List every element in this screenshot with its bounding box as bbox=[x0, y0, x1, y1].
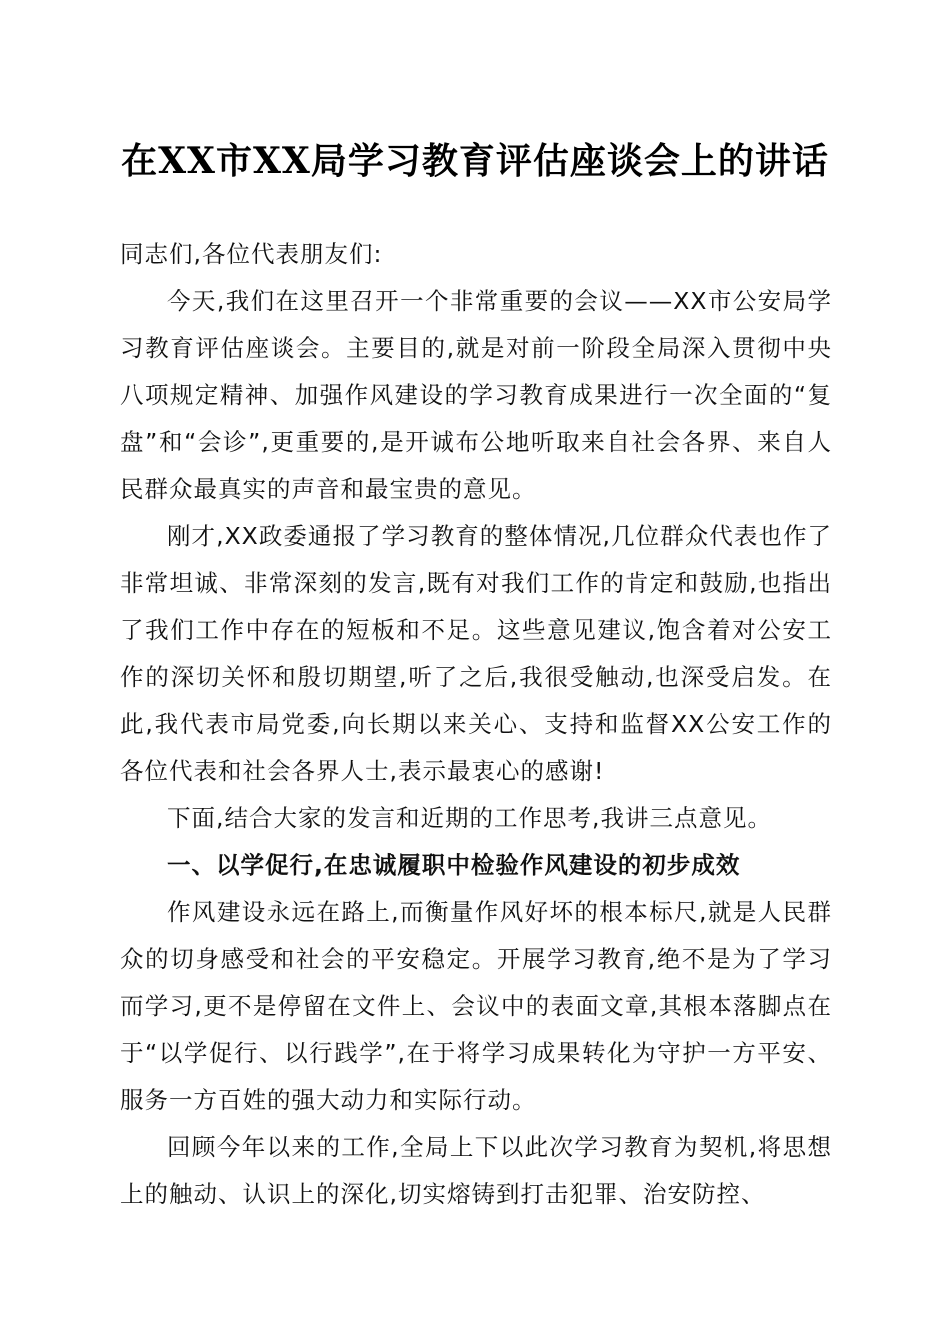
paragraph: 刚才,XX政委通报了学习教育的整体情况,几位群众代表也作了非常坦诚、非常深刻的发言,既有对我们工作的肯定和鼓励,也指出了我们工作中存在的短板和不足。这些意见建议,饱含着对公安工作的深切关怀和殷切期望,听了之后,我很受触动,也深受启发。在此,我代表市局党委,向长期以来关心、支持和监督XX公安工作的各位代表和社会各界人士,表示最衷心的感谢! bbox=[120, 522, 832, 785]
paragraph: 作风建设永远在路上,而衡量作风好坏的根本标尺,就是人民群众的切身感受和社会的平安稳定。开展学习教育,绝不是为了学习而学习,更不是停留在文件上、会议中的表面文章,其根本落脚点在于“以学促行、以行践学”,在于将学习成果转化为守护一方平安、服务一方百姓的强大动力和实际行动。 bbox=[120, 898, 832, 1114]
document-title: 在XX市XX局学习教育评估座谈会上的讲话 bbox=[121, 140, 829, 182]
salutation: 同志们,各位代表朋友们: bbox=[120, 240, 383, 268]
paragraph: 回顾今年以来的工作,全局上下以此次学习教育为契机,将思想上的触动、认识上的深化,切实熔铸到打击犯罪、治安防控、 bbox=[120, 1133, 832, 1208]
section-heading: 一、以学促行,在忠诚履职中检验作风建设的初步成效 bbox=[167, 851, 741, 879]
document-body bbox=[120, 231, 832, 1218]
paragraph: 下面,结合大家的发言和近期的工作思考,我讲三点意见。 bbox=[167, 804, 772, 832]
paragraph: 今天,我们在这里召开一个非常重要的会议——XX市公安局学习教育评估座谈会。主要目的,就是对前一阶段全局深入贯彻中央八项规定精神、加强作风建设的学习教育成果进行一次全面的“复盘”和“会诊”,更重要的,是开诚布公地听取来自社会各界、来自人民群众最真实的声音和最宝贵的意见。 bbox=[120, 287, 832, 503]
